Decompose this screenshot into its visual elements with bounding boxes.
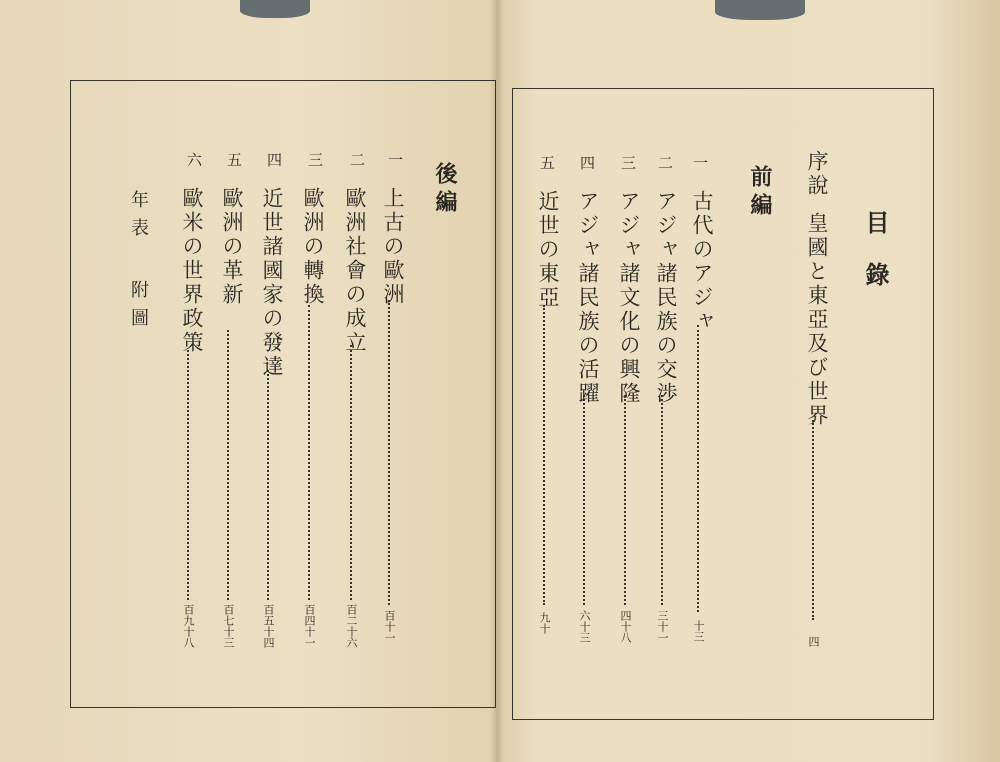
- kohen-chapter-title: 近世諸國家の發達: [260, 187, 284, 379]
- appendix-nenpyo: 年表: [128, 190, 149, 246]
- kohen-chapter-number: 三: [306, 152, 324, 167]
- kohen-title: 後編: [432, 162, 458, 218]
- zenpen-chapter-page: 十三: [692, 620, 705, 642]
- kohen-chapter-number: 二: [348, 152, 366, 167]
- kohen-chapter-number: 六: [185, 152, 203, 167]
- zenpen-chapter-page: 四十八: [619, 610, 632, 643]
- kohen-chapter-page: 百十一: [383, 610, 396, 643]
- preface-leader-dots: [812, 420, 814, 620]
- kohen-chapter-number: 一: [386, 152, 404, 167]
- chapter-leader-dots: [388, 300, 390, 605]
- kohen-chapter-number: 五: [225, 152, 243, 167]
- zenpen-chapter-number: 三: [619, 155, 637, 170]
- binding-stain: [240, 0, 310, 18]
- kohen-chapter-page: 百四十一: [303, 604, 316, 648]
- preface-page-number: 四: [807, 636, 820, 647]
- chapter-leader-dots: [267, 370, 269, 600]
- zenpen-chapter-page: 六十三: [578, 610, 591, 643]
- kohen-chapter-page: 百五十四: [262, 604, 275, 648]
- preface-label: 序說: [805, 150, 829, 198]
- chapter-leader-dots: [543, 305, 545, 605]
- appendix-fuzu: 附圖: [128, 280, 149, 336]
- kohen-chapter-title: 歐洲の轉換: [301, 187, 325, 307]
- zenpen-chapter-title: アジャ諸民族の交渉: [654, 190, 678, 406]
- zenpen-chapter-title: アジャ諸文化の興隆: [617, 190, 641, 406]
- chapter-leader-dots: [227, 330, 229, 600]
- zenpen-chapter-title: 古代のアジャ: [690, 190, 714, 334]
- kohen-chapter-title: 歐洲社會の成立: [343, 187, 367, 355]
- kohen-chapter-title: 上古の歐洲: [381, 187, 405, 307]
- binding-stain: [715, 0, 805, 20]
- zenpen-chapter-number: 五: [538, 155, 556, 170]
- zenpen-chapter-number: 二: [656, 155, 674, 170]
- chapter-leader-dots: [697, 325, 699, 612]
- kohen-chapter-title: 歐洲の革新: [220, 187, 244, 307]
- chapter-leader-dots: [187, 350, 189, 600]
- zenpen-chapter-title: アジャ諸民族の活躍: [576, 190, 600, 406]
- chapter-leader-dots: [624, 395, 626, 605]
- kohen-chapter-page: 百二十六: [345, 604, 358, 648]
- kohen-chapter-page: 百七十三: [222, 604, 235, 648]
- toc-heading: 目錄: [861, 210, 890, 314]
- zenpen-chapter-page: 三十一: [656, 610, 669, 643]
- kohen-chapter-number: 四: [265, 152, 283, 167]
- zenpen-chapter-title: 近世の東亞: [536, 190, 560, 310]
- preface-title: 皇國と東亞及び世界: [805, 212, 829, 428]
- zenpen-chapter-page: 九十: [538, 612, 551, 634]
- zenpen-title: 前編: [747, 165, 773, 221]
- chapter-leader-dots: [308, 305, 310, 600]
- chapter-leader-dots: [583, 395, 585, 605]
- kohen-chapter-title: 歐米の世界政策: [180, 187, 204, 355]
- kohen-chapter-page: 百九十八: [182, 604, 195, 648]
- chapter-leader-dots: [661, 395, 663, 605]
- chapter-leader-dots: [350, 345, 352, 600]
- zenpen-chapter-number: 四: [578, 155, 596, 170]
- zenpen-chapter-number: 一: [691, 155, 709, 170]
